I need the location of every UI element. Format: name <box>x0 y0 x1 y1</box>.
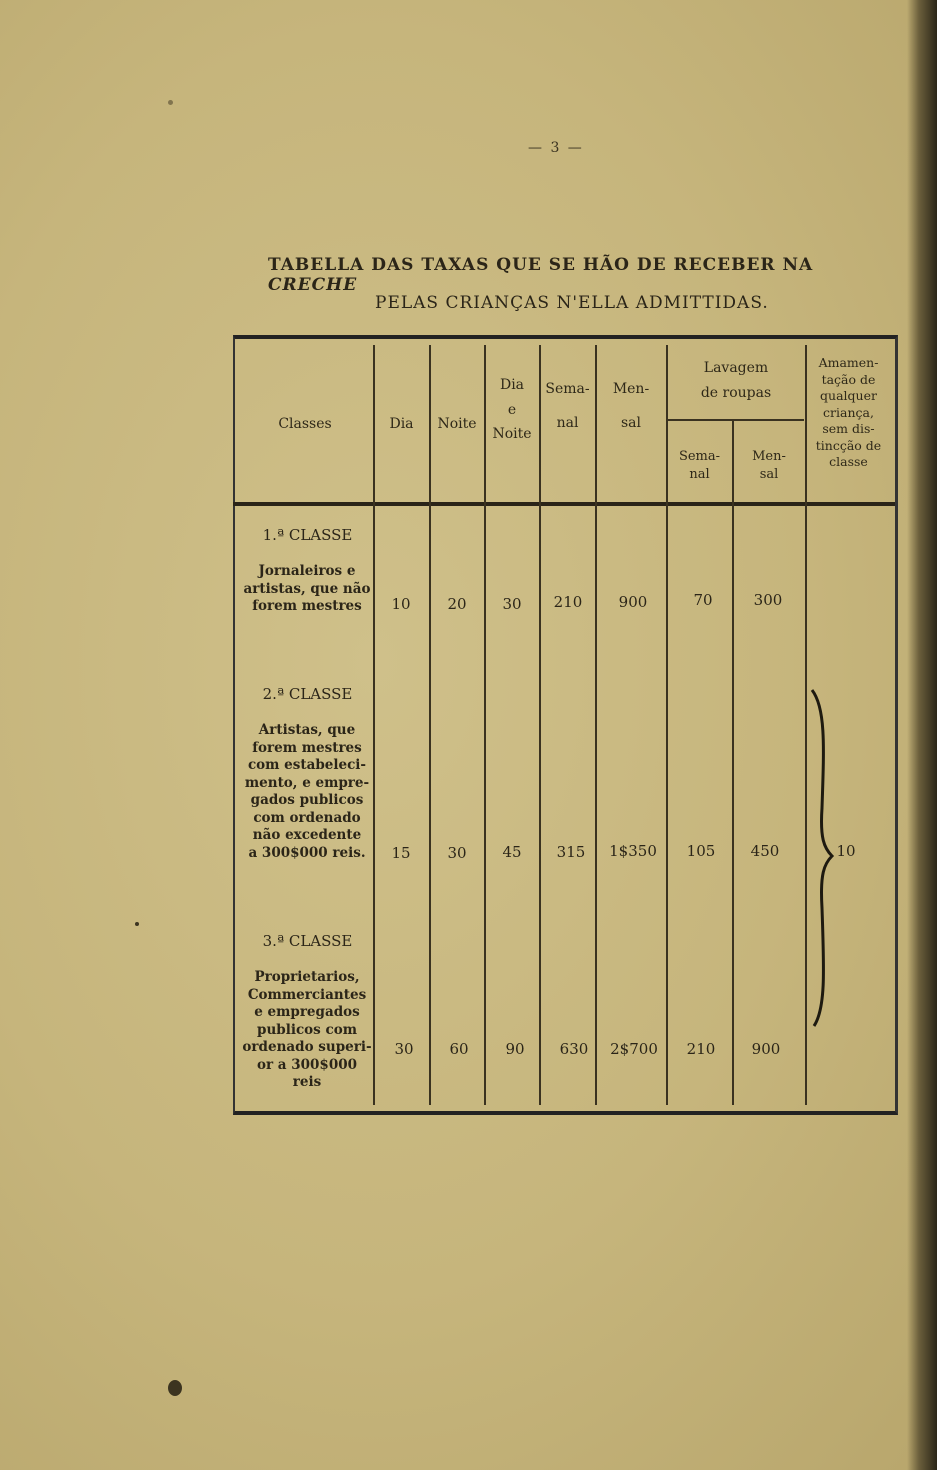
row-2-noite: 30 <box>447 844 467 862</box>
row-2-dia-e-noite: 45 <box>502 843 522 861</box>
header-dia-e-noite-line: Dia <box>499 377 525 393</box>
row-3-lavagem-mensal: 900 <box>751 1040 781 1058</box>
header-classes: Classes <box>278 416 332 432</box>
column-divider <box>539 345 541 1105</box>
header-semanal <box>540 373 595 440</box>
row-2-desc-line: Artistas, que <box>258 722 356 738</box>
row-1-description <box>242 563 372 616</box>
column-divider <box>373 345 375 1105</box>
header-lavagem-mensal <box>733 448 805 483</box>
row-3-desc-line: Proprietarios, <box>254 969 360 985</box>
header-lavagem-line: Lavagem <box>703 360 769 376</box>
row-1-desc-line: artistas, que não <box>243 580 371 597</box>
page-edge <box>907 0 937 1470</box>
header-lavagem <box>667 356 805 406</box>
row-2-lavagem-semanal: 105 <box>686 842 716 860</box>
row-3-dia-e-noite: 90 <box>505 1040 525 1058</box>
title-line1: TABELLA DAS TAXAS QUE SE HÃO DE RECEBER NA <box>268 255 814 275</box>
ink-stain <box>168 100 173 105</box>
row-2-desc-line: gados publicos <box>250 792 364 809</box>
row-3-desc-line: e empregados <box>254 1004 360 1021</box>
row-2-description <box>242 722 372 862</box>
row-1-desc-line: forem mestres <box>252 598 362 615</box>
row-1-title: 1.ª CLASSE <box>262 526 353 544</box>
header-noite: Noite <box>437 416 477 432</box>
header-lavagem-mensal-line: Men- <box>752 449 786 464</box>
row-2-desc-line: não excedente <box>252 827 362 844</box>
header-amamentacao-line: Amamen- <box>818 355 879 370</box>
row-1-noite: 20 <box>447 595 467 613</box>
header-lavagem-semanal <box>667 448 732 483</box>
row-3-desc-line: or a 300$000 reis <box>256 1056 358 1091</box>
header-dia: Dia <box>389 416 414 432</box>
row-3-desc-line: ordenado superi- <box>242 1039 372 1056</box>
column-divider <box>595 345 597 1105</box>
header-dia-e-noite <box>485 373 539 447</box>
header-lavagem-semanal-line: nal <box>689 466 710 482</box>
row-2-lavagem-mensal: 450 <box>750 842 780 860</box>
ink-stain <box>168 1380 182 1396</box>
table-title <box>268 255 868 295</box>
row-1-dia: 10 <box>391 595 411 613</box>
header-dia-e-noite-line: e <box>507 401 517 418</box>
header-amamentacao-line: criança, <box>823 404 874 420</box>
header-amamentacao-line: tincção de <box>815 437 882 453</box>
amamentacao-value: 10 <box>836 842 856 860</box>
lavagem-divider <box>668 419 804 421</box>
header-lavagem-mensal-line: sal <box>759 466 779 482</box>
column-divider <box>429 345 431 1105</box>
row-2-desc-line: forem mestres <box>252 739 362 756</box>
row-1-semanal: 210 <box>553 593 583 611</box>
header-amamentacao <box>806 355 891 471</box>
row-3-semanal: 630 <box>559 1040 589 1058</box>
header-mensal-line: sal <box>620 414 641 431</box>
row-3-desc-line: publicos com <box>257 1021 357 1038</box>
row-3-noite: 60 <box>449 1040 469 1058</box>
row-1-dia-e-noite: 30 <box>502 595 522 613</box>
row-3-desc-line: Commerciantes <box>247 986 367 1003</box>
row-2-dia: 15 <box>391 844 411 862</box>
header-amamentacao-line: sem dis- <box>822 421 875 436</box>
row-2-title: 2.ª CLASSE <box>262 685 353 703</box>
page-number: — 3 — <box>528 140 584 156</box>
row-2-desc-line: mento, e empre- <box>244 774 370 791</box>
row-2-desc-line: a 300$000 reis. <box>248 844 366 861</box>
header-amamentacao-line: classe <box>829 454 868 469</box>
header-lavagem-line: de roupas <box>700 385 772 402</box>
row-3-lavagem-semanal: 210 <box>686 1040 716 1058</box>
row-2-semanal: 315 <box>556 843 586 861</box>
header-dia-e-noite-line: Noite <box>492 426 532 442</box>
header-semanal-line: Sema- <box>545 381 590 397</box>
header-semanal-line: nal <box>556 414 579 431</box>
ink-stain <box>135 922 139 926</box>
row-3-description <box>242 969 372 1092</box>
row-1-desc-line: Jornaleiros e <box>258 563 356 579</box>
header-amamentacao-line: qualquer <box>820 388 877 403</box>
row-2-mensal: 1$350 <box>609 842 657 860</box>
column-divider <box>732 421 734 1105</box>
row-1-mensal: 900 <box>618 593 648 611</box>
header-mensal <box>596 373 666 440</box>
table-subtitle: PELAS CRIANÇAS N'ELLA ADMITTIDAS. <box>375 293 769 313</box>
column-divider <box>484 345 486 1105</box>
row-2-desc-line: com estabeleci- <box>247 757 367 774</box>
row-3-title: 3.ª CLASSE <box>262 932 353 950</box>
row-3-dia: 30 <box>394 1040 414 1058</box>
row-1-lavagem-mensal: 300 <box>753 591 783 609</box>
row-2-desc-line: com ordenado <box>253 809 361 826</box>
header-mensal-line: Men- <box>612 381 650 397</box>
title-creche: CRECHE <box>268 275 358 295</box>
header-lavagem-semanal-line: Sema- <box>678 449 721 464</box>
row-3-mensal: 2$700 <box>610 1040 658 1058</box>
header-amamentacao-line: tação de <box>821 371 876 387</box>
row-1-lavagem-semanal: 70 <box>693 591 713 609</box>
header-separator <box>233 502 895 506</box>
